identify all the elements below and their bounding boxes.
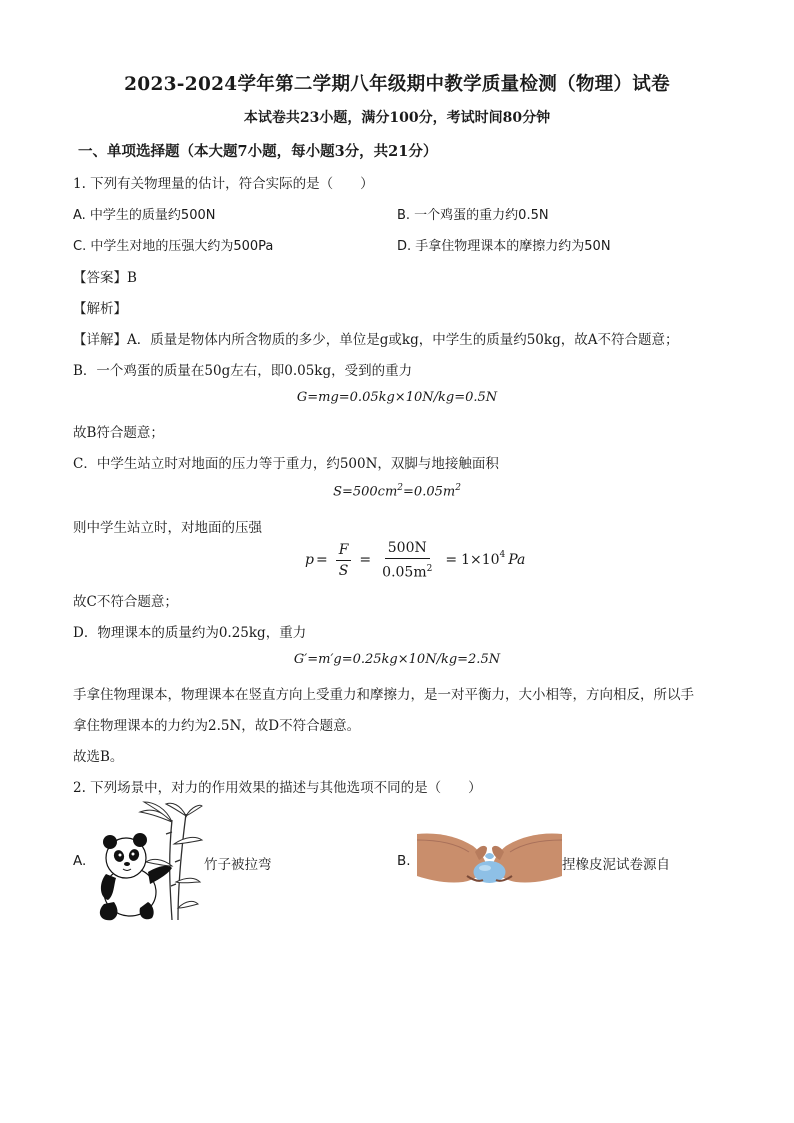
question-2-stem: 2. 下列场景中，对力的作用效果的描述与其他选项不同的是（ ）: [73, 780, 482, 796]
hands-squeezing-clay-photo: [417, 830, 562, 888]
panda-bamboo-illustration: [92, 800, 204, 922]
fraction-values: [379, 540, 435, 581]
pressure-formula: [305, 540, 525, 580]
conclude-b: 故B符合题意；: [73, 425, 164, 441]
formula-eq-3: =: [445, 552, 458, 568]
formula-result-exp: 4: [499, 550, 506, 560]
formula-p: p: [305, 552, 314, 568]
question-2-option-b-caption: 捏橡皮泥试卷源自: [562, 857, 670, 873]
formula-c-sup-1: 2: [397, 483, 404, 493]
fraction-numerator: 500N: [385, 540, 430, 559]
question-1-option-b: B. 一个鸡蛋的重力约0.5N: [397, 208, 549, 223]
exam-subtitle: 本试卷共23小题，满分100分，考试时间80分钟: [243, 110, 551, 126]
fraction-denominator-text: 0.05m: [382, 564, 427, 581]
explain-d-line-2: 拿住物理课本的力约为2.5N，故D不符合题意。: [73, 718, 361, 734]
conclude-c: 故C不符合题意；: [73, 594, 178, 610]
detail-c: C．中学生站立时对地面的压力等于重力，约500N，双脚与地接触面积: [73, 456, 499, 472]
detail-a: 【详解】A．质量是物体内所含物质的多少，单位是g或kg，中学生的质量约50kg，故A不符合题意；: [73, 332, 679, 348]
formula-result: 1×10: [461, 552, 500, 568]
formula-d: G′=m′g=0.25kg×10N/kg=2.5N: [293, 652, 501, 667]
exam-title: 2023-2024学年第二学期八年级期中教学质量检测（物理）试卷: [124, 74, 670, 95]
fraction-f-over-s: [336, 542, 352, 579]
question-1-option-a: A. 中学生的质量约500N: [73, 208, 216, 223]
formula-c-base: S=500cm: [333, 484, 398, 500]
detail-b: B．一个鸡蛋的质量在50g左右，即0.05kg，受到的重力: [73, 363, 413, 379]
fraction-denominator-sup: 2: [426, 563, 433, 574]
question-1-option-c: C. 中学生对地的压强大约为500Pa: [73, 239, 274, 254]
formula-eq-2: =: [359, 552, 372, 568]
formula-c: [0, 483, 794, 499]
formula-b: G=mg=0.05kg×10N/kg=0.5N: [296, 390, 498, 405]
fraction-f: F: [336, 542, 352, 561]
section-heading: 一、单项选择题（本大题7小题，每小题3分，共21分）: [78, 143, 438, 160]
formula-c-mid: =0.05m: [403, 484, 456, 500]
answer-label: 【答案】B: [73, 270, 137, 286]
formula-c-sup-2: 2: [455, 483, 461, 493]
fraction-s: S: [338, 562, 349, 579]
final-choice: 故选B。: [73, 749, 124, 765]
explain-d-line-1: 手拿住物理课本，物理课本在竖直方向上受重力和摩擦力，是一对平衡力，大小相等，方向相反，所以手: [73, 687, 694, 703]
analysis-label: 【解析】: [73, 301, 127, 317]
question-2-option-a-caption: 竹子被拉弯: [204, 857, 272, 873]
question-1-stem: 1. 下列有关物理量的估计，符合实际的是（ ）: [73, 176, 374, 192]
question-2-option-b-label: B.: [397, 853, 411, 869]
fraction-denominator: [379, 559, 435, 581]
formula-unit: Pa: [508, 552, 526, 568]
question-1-option-d: D. 手拿住物理课本的摩擦力约为50N: [397, 239, 611, 254]
pressure-intro: 则中学生站立时，对地面的压强: [73, 520, 262, 536]
formula-eq-1: =: [315, 552, 328, 568]
question-2-option-a-label: A.: [73, 853, 87, 869]
detail-d: D．物理课本的质量约为0.25kg，重力: [73, 625, 307, 641]
